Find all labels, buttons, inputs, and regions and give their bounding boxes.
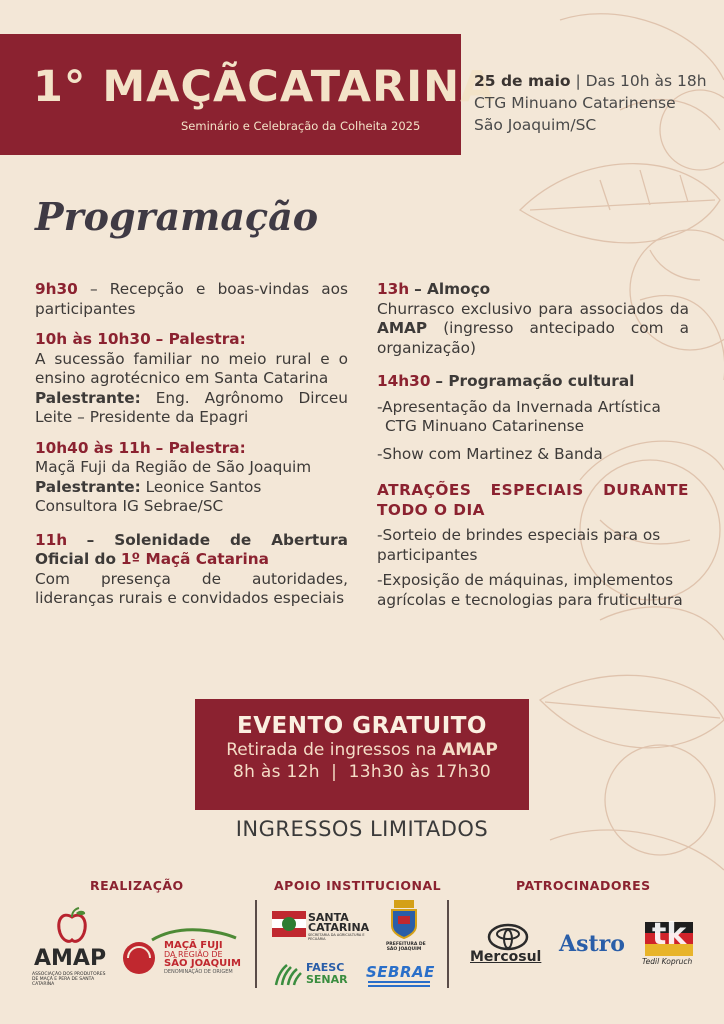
- schedule-item: [35, 330, 348, 428]
- schedule-item: [377, 372, 689, 464]
- prefeitura-logo-text: [386, 942, 426, 952]
- schedule-time: 9h30: [35, 280, 78, 298]
- astro-logo: Astro: [559, 931, 625, 957]
- tk-logo-text: tk: [652, 917, 687, 952]
- event-date: 25 de maio: [474, 72, 571, 90]
- apoio-label: APOIO INSTITUCIONAL: [274, 878, 442, 893]
- toyota-emblem-icon: [487, 923, 529, 951]
- schedule-title: – Palestra:: [155, 330, 246, 348]
- event-hours: Das 10h às 18h: [585, 72, 707, 90]
- schedule-title-highlight: 1º Maçã Catarina: [120, 550, 269, 568]
- free-event-banner: [195, 699, 529, 810]
- divider: [255, 900, 257, 988]
- fuji-line: SÃO JOAQUIM: [164, 958, 241, 969]
- event-subtitle: Seminário e Celebração da Colheita 2025: [181, 119, 421, 133]
- schedule-time: 13h: [377, 280, 410, 298]
- schedule-item: [35, 280, 348, 319]
- faesc-senar-icon: [273, 961, 303, 987]
- list-item: -Sorteio de brindes especiais para os participantes: [377, 526, 661, 564]
- sc-line: SECRETARIA DA AGRICULTURA E PECUÁRIA: [308, 933, 365, 941]
- schedule-body: Maçã Fuji da Região de São Joaquim: [35, 458, 312, 476]
- tk-logo-subtext: Tedil Kopruch: [642, 957, 693, 966]
- schedule-body: Churrasco exclusivo para associados da: [377, 299, 689, 318]
- schedule-title: – Palestra:: [155, 438, 246, 457]
- amap-logo-subtext: ASSOCIAÇÃO DOS PRODUTORES DE MAÇÃ E PERA DE SANTA CATARINA: [32, 972, 106, 987]
- schedule-title: – Solenidade de Abertura Oficial do: [35, 530, 348, 568]
- speaker-name: Leonice Santos Consultora IG Sebrae/SC: [35, 477, 262, 515]
- ticket-pickup-text: Retirada de ingressos na: [226, 740, 437, 760]
- event-venue: CTG Minuano Catarinense: [474, 94, 676, 112]
- schedule-title: – Almoço: [414, 280, 491, 298]
- speaker-name: Eng. Agrônomo Dirceu Leite – Presidente da Epagri: [35, 388, 348, 426]
- event-title: 1° MAÇÃCATARINA: [33, 62, 495, 112]
- schedule-body: A sucessão familiar no meio rural e o ensino agrotécnico em Santa Catarina: [35, 349, 348, 387]
- divider: [447, 900, 449, 988]
- free-event-title: EVENTO GRATUITO: [237, 713, 487, 739]
- schedule-body-highlight: AMAP: [377, 319, 428, 337]
- event-city: São Joaquim/SC: [474, 116, 597, 134]
- list-item: -Show com Martinez & Banda: [377, 444, 603, 463]
- santa-catarina-flag-icon: [272, 911, 306, 937]
- sebrae-logo: SEBRAE: [366, 963, 435, 981]
- ticket-pickup-place: AMAP: [442, 740, 498, 760]
- sc-line: CATARINA: [308, 921, 370, 934]
- maca-fuji-logo-text: [164, 941, 241, 977]
- schedule-time: 14h30: [377, 372, 431, 390]
- special-attractions-title: ATRAÇÕES ESPECIAIS DURANTE TODO O DIA: [377, 481, 689, 519]
- schedule-item: [35, 531, 348, 609]
- schedule-text: – Recepção e boas-vindas aos participantes: [35, 280, 348, 318]
- prefeitura-coat-of-arms-icon: [386, 900, 422, 940]
- program-left-column: [35, 280, 348, 620]
- sebrae-stripes-icon: [368, 980, 430, 988]
- schedule-body: Com presença de autoridades, lideranças rurais e convidados especiais: [35, 569, 348, 607]
- free-event-subtitle: [195, 740, 529, 760]
- schedule-time: 10h às 10h30: [35, 330, 151, 348]
- schedule-item: [377, 280, 689, 358]
- pref-line: PREFEITURA DE: [386, 942, 426, 947]
- speaker-label: Palestrante:: [35, 388, 141, 407]
- faesc-line: FAESC: [306, 961, 345, 974]
- realizacao-label: REALIZAÇÃO: [90, 878, 184, 893]
- amap-apple-icon: [56, 907, 88, 945]
- faesc-senar-logo-text: [306, 962, 348, 986]
- schedule-time: 10h40 às 11h: [35, 438, 151, 457]
- schedule-item: [35, 439, 348, 517]
- ticket-pickup-hours: 8h às 12h | 13h30 às 17h30: [233, 762, 491, 782]
- fuji-line: MAÇÃ FUJI: [164, 940, 223, 951]
- santa-catarina-logo-text: [308, 913, 369, 941]
- schedule-title: – Programação cultural: [435, 372, 635, 390]
- special-attractions: [377, 480, 689, 610]
- patrocinadores-label: PATROCINADORES: [516, 878, 651, 893]
- limited-tickets-note: INGRESSOS LIMITADOS: [235, 817, 489, 841]
- mercosul-logo-text: Mercosul: [470, 949, 542, 965]
- fuji-line: DENOMINAÇÃO DE ORIGEM: [164, 969, 233, 975]
- schedule-body-rest: (ingresso antecipado com a organização): [377, 319, 689, 357]
- schedule-time: 11h: [35, 530, 68, 549]
- pref-line: SÃO JOAQUIM: [386, 947, 422, 952]
- faesc-line: SENAR: [306, 973, 348, 986]
- sc-line: SANTA: [308, 911, 349, 924]
- amap-logo-text: AMAP: [34, 946, 107, 971]
- program-heading: Programação: [35, 194, 319, 239]
- list-item: -Exposição de máquinas, implementos agrícolas e tecnologias para fruticultura: [377, 571, 683, 609]
- program-right-column: [377, 280, 689, 621]
- fuji-line: DA REGIÃO DE: [164, 950, 223, 959]
- event-info: 25 de maio | Das 10h às 18h CTG Minuano Catarinense São Joaquim/SC: [474, 72, 707, 134]
- list-item: -Apresentação da Invernada Artística CTG Minuano Catarinense: [377, 397, 661, 435]
- speaker-label: Palestrante:: [35, 477, 141, 496]
